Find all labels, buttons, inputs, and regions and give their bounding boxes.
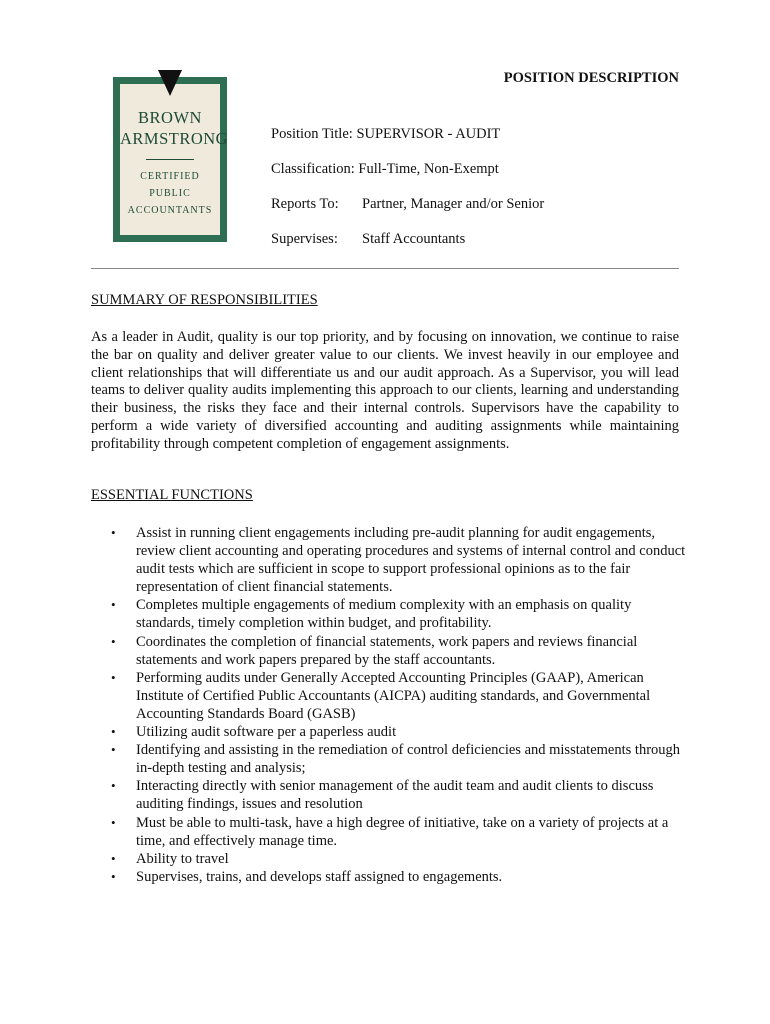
classification-row	[271, 160, 499, 178]
summary-heading: SUMMARY OF RESPONSIBILITIES	[91, 292, 318, 308]
classification-label: Classification:	[271, 161, 355, 177]
list-item	[91, 669, 691, 723]
logo-name-line2: ARMSTRONG	[120, 129, 229, 148]
list-item	[91, 596, 691, 632]
list-item-text: Performing audits under Generally Accepted Accounting Principles (GAAP), American Institute of Certified Public Accountants (AICPA) auditing standards, and Governmental Accounting Standards Board (GASB)	[136, 669, 651, 722]
list-item	[91, 850, 691, 868]
list-item-text: Interacting directly with senior management of the audit team and audit clients to discuss auditing findings, issues and resolution	[136, 778, 654, 813]
logo-divider	[146, 159, 194, 160]
bullet-icon: •	[111, 724, 116, 740]
bullet-icon: •	[111, 814, 116, 830]
list-item-text: Supervises, trains, and develops staff assigned to engagements.	[136, 868, 503, 885]
bullet-icon: •	[111, 633, 116, 649]
logo-panel	[120, 84, 229, 235]
logo-sub-line2: PUBLIC	[149, 188, 191, 199]
essential-functions-heading: ESSENTIAL FUNCTIONS	[91, 487, 253, 503]
reports-to-label: Reports To:	[271, 196, 339, 212]
position-title-value: SUPERVISOR - AUDIT	[356, 126, 501, 142]
list-item	[91, 524, 691, 596]
list-item-text: Completes multiple engagements of medium complexity with an emphasis on quality standards, timely completion within budget, and profitability.	[136, 597, 632, 632]
bullet-icon: •	[111, 742, 116, 758]
classification-value: Full-Time, Non-Exempt	[358, 161, 499, 177]
bullet-icon: •	[111, 850, 116, 866]
essential-functions-list	[91, 524, 691, 886]
list-item-text: Ability to travel	[136, 850, 229, 867]
list-item	[91, 741, 691, 777]
supervises-value: Staff Accountants	[362, 231, 466, 247]
document-title: POSITION DESCRIPTION	[503, 70, 679, 86]
list-item	[91, 777, 691, 813]
list-item-text: Coordinates the completion of financial statements, work papers and reviews financial statements and work papers prepared by the staff accountants.	[136, 633, 638, 668]
logo-name-line1: BROWN	[138, 108, 202, 127]
list-item	[91, 633, 691, 669]
header-divider	[91, 268, 679, 269]
bullet-icon: •	[111, 597, 116, 613]
list-item-text: Identifying and assisting in the remediation of control deficiencies and misstatements through in-depth testing and analysis;	[136, 742, 681, 777]
supervises-label: Supervises:	[271, 231, 338, 247]
logo-sub-line3: ACCOUNTANTS	[127, 205, 213, 216]
bullet-icon: •	[111, 525, 116, 540]
logo-sub-line1: CERTIFIED	[140, 171, 200, 182]
supervises-row	[271, 230, 466, 248]
list-item-text: Must be able to multi-task, have a high degree of initiative, take on a variety of projects at a time, and effectively manage time.	[136, 814, 669, 849]
bullet-icon: •	[111, 868, 116, 884]
bullet-icon: •	[111, 669, 116, 685]
logo-arrow-icon	[158, 70, 182, 96]
bullet-icon: •	[111, 778, 116, 794]
list-item	[91, 723, 691, 741]
list-item	[91, 814, 691, 850]
reports-to-row	[271, 195, 545, 213]
list-item	[91, 868, 691, 886]
position-title-label: Position Title:	[271, 126, 353, 142]
list-item-text: Utilizing audit software per a paperless audit	[136, 724, 397, 741]
summary-paragraph: As a leader in Audit, quality is our top priority, and by focusing on innovation, we continue to raise the bar on quality and deliver greater value to our clients. We invest heavily in our employee and client relationships that will differentiate us and our audit approach. As a Supervisor, you will lead teams to deliver quality audits implementing this approach to our clients, learning and understanding their business, the risks they face and their internal controls. Supervisors have the capability to perform a wide variety of diversified accounting and auditing assignments while maintaining profitability through competent completion of engagement assignments.	[91, 329, 679, 452]
reports-to-value: Partner, Manager and/or Senior	[362, 196, 545, 212]
list-item-text: Assist in running client engagements including pre-audit planning for audit engagements, review client accounting and operating procedures and systems of internal control and conduct audit tests which are sufficient in scope to support professional opinions as to the fair representation of client financial statements.	[136, 525, 686, 596]
company-logo	[110, 70, 230, 245]
position-title-row	[271, 125, 500, 143]
logo-frame	[113, 77, 227, 242]
